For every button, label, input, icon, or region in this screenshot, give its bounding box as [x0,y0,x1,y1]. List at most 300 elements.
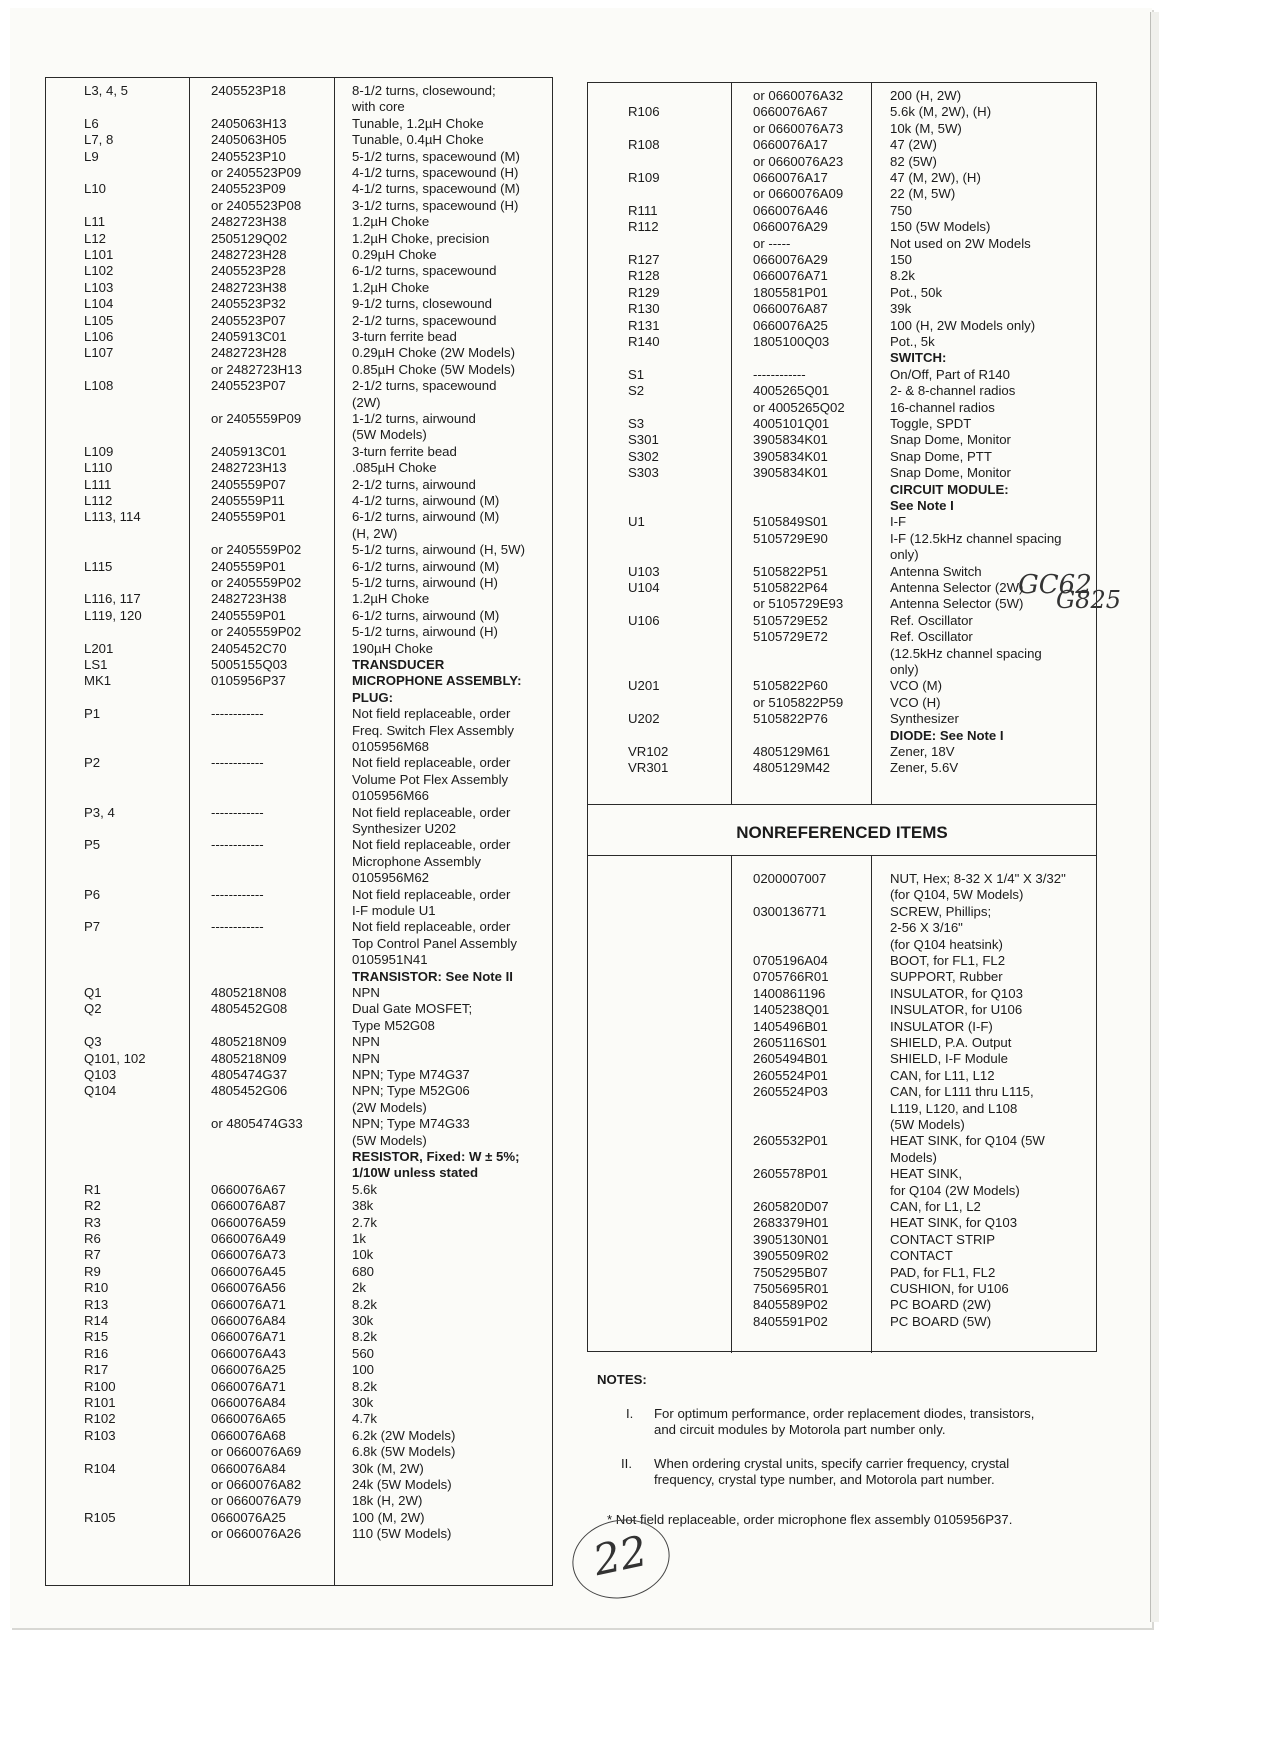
part-description: 3-1/2 turns, spacewound (H) [352,197,519,213]
part-description: 3-turn ferrite bead [352,329,457,344]
part-number: 4805218N09 [211,1034,287,1050]
part-number: 7505295B07 [753,1264,828,1280]
part-number: 2405523P28 [211,263,286,279]
ref-designator: R105 [84,1509,116,1525]
part-number: 0660076A71 [211,1378,286,1394]
part-number: 5105822P51 [753,563,828,579]
part-description: 0105956M68 [352,739,429,754]
parts-table-right [587,82,1097,1352]
part-number: 2482723H38 [211,214,287,230]
manual-page [10,8,1152,1628]
part-description: (for Q104 heatsink) [890,936,1003,952]
part-description: NUT, Hex; 8-32 X 1/4" X 3/32" [890,871,1066,886]
ref-designator: R104 [84,1460,116,1476]
ref-designator: VR102 [628,744,669,759]
part-description: 2-1/2 turns, spacewound [352,312,497,328]
part-description: Pot., 50k [890,284,943,300]
part-number: 0660076A87 [753,301,828,317]
part-description: Snap Dome, Monitor [890,465,1011,481]
ref-designator: L7, 8 [84,132,114,148]
part-description: 0105951N41 [352,952,428,968]
part-description: NPN [352,1050,380,1066]
part-description: only) [890,662,919,677]
part-description: CAN, for L1, L2 [890,1199,981,1214]
ref-designator: R111 [628,202,658,218]
part-description: 18k (H, 2W) [352,1493,423,1509]
part-number: 0660076A84 [211,1313,286,1328]
part-number: 0660076A67 [753,104,828,120]
part-number: 0660076A29 [753,252,828,267]
part-number: 0660076A17 [753,137,828,153]
ref-designator: R100 [84,1378,116,1394]
part-description: Synthesizer [890,711,959,727]
part-description: 2-56 X 3/16" [890,920,963,936]
ref-designator: R127 [628,252,660,267]
ref-designator: L109 [84,443,114,459]
part-number: 0660076A87 [211,1198,286,1214]
part-number: 2405913C01 [211,443,287,459]
ref-designator: Q104 [84,1083,117,1099]
part-description: Pot., 5k [890,334,935,349]
part-number: 5105822P76 [753,711,828,727]
part-description: (5W Models) [890,1117,965,1132]
ref-designator: R130 [628,301,660,317]
parts-table-left [45,77,553,1586]
ref-designator: Q101, 102 [84,1050,146,1066]
ref-designator: R109 [628,170,660,185]
part-number: or 0660076A23 [753,153,844,169]
ref-designator: L112 [84,493,113,508]
part-description: Snap Dome, Monitor [890,432,1011,448]
part-description: 16-channel radios [890,399,995,415]
part-description: Antenna Selector (5W) [890,596,1024,612]
part-description: 24k (5W Models) [352,1477,452,1492]
part-number: 5005155Q03 [211,657,288,672]
part-description: 1.2µH Choke, precision [352,230,490,246]
part-description: MICROPHONE ASSEMBLY: [352,673,522,689]
part-number: 2405523P07 [211,312,286,328]
nonreferenced-items-heading: NONREFERENCED ITEMS [736,823,948,842]
part-description: Snap Dome, PTT [890,448,992,464]
part-number: 0660076A25 [753,317,828,333]
part-description: 8.2k [352,1378,377,1394]
part-number: 2405523P32 [211,296,286,312]
part-description: Freq. Switch Flex Assembly [352,722,514,738]
part-description: Volume Pot Flex Assembly [352,771,509,787]
column-divider [871,83,872,804]
part-description: 0105956M62 [352,870,429,886]
part-description: (2W Models) [352,1099,427,1115]
ref-designator: L116, 117 [84,591,141,607]
part-number: 4805452G06 [211,1083,288,1099]
part-description: .085µH Choke [352,460,437,476]
part-description: Type M52G08 [352,1017,435,1033]
part-number: 2405452C70 [211,640,287,656]
part-description: 39k [890,301,912,317]
part-number: 0660076A84 [211,1460,286,1476]
part-description: Not field replaceable, order [352,886,511,902]
section-divider [588,855,1096,856]
part-description: Microphone Assembly [352,853,482,869]
part-number: 2405559P01 [211,607,286,623]
part-description: 47 (M, 2W), (H) [890,170,981,185]
ref-designator: S303 [628,465,659,481]
part-description: 6.2k (2W Models) [352,1427,456,1443]
handwritten-note: G825 [1056,586,1121,614]
ref-designator: L3, 4, 5 [84,83,128,98]
part-number: 0660076A25 [211,1509,286,1525]
part-description: PC BOARD (2W) [890,1297,992,1313]
part-number: 2405523P09 [211,181,286,197]
ref-designator: U103 [628,563,660,579]
part-number: ------------ [211,837,264,853]
part-number: 5105729E52 [753,612,828,628]
ref-designator: R101 [84,1395,116,1410]
part-description: Top Control Panel Assembly [352,935,517,951]
part-number: 0660076A43 [211,1345,286,1361]
ref-designator: R3 [84,1214,101,1230]
part-number: or 0660076A69 [211,1444,302,1460]
ref-designator: Q1 [84,985,102,1000]
part-description: 47 (2W) [890,137,937,153]
part-description: DIODE: See Note I [890,727,1004,743]
part-number: 5105822P64 [753,580,828,595]
part-description: HEAT SINK, for Q103 [890,1215,1018,1231]
part-description: TRANSDUCER [352,657,445,672]
part-description: 4-1/2 turns, spacewound (M) [352,181,520,197]
part-number: 2482723H38 [211,279,287,295]
part-description: SWITCH: [890,350,947,366]
part-number: 0660076A71 [211,1329,286,1345]
part-number: or 4005265Q02 [753,399,845,415]
part-description: On/Off, Part of R140 [890,366,1010,382]
note-text: and circuit modules by Motorola part number only. [654,1422,946,1437]
part-description: I-F (12.5kHz channel spacing [890,530,1062,546]
part-description: CAN, for L111 thru L115, [890,1084,1034,1100]
ref-designator: Q103 [84,1067,117,1082]
part-number: 2605532P01 [753,1133,828,1149]
part-description: 38k [352,1198,374,1214]
part-number: 0660076A45 [211,1263,286,1279]
part-description: 8.2k [352,1329,377,1345]
part-description: L119, L120, and L108 [890,1100,1018,1116]
part-number: 2482723H28 [211,345,287,361]
part-description: 5.6k (M, 2W), (H) [890,104,992,120]
part-number: 0660076A46 [753,202,828,218]
part-number: 2405523P10 [211,148,286,164]
part-number: 0660076A17 [753,170,828,185]
part-description: 100 (M, 2W) [352,1509,425,1525]
ref-designator: L107 [84,345,114,361]
ref-designator: L6 [84,115,99,131]
ref-designator: U104 [628,580,660,595]
part-number: 2605116S01 [753,1035,827,1050]
part-number: 2683379H01 [753,1215,829,1231]
part-description: 680 [352,1263,375,1279]
ref-designator: S301 [628,432,659,448]
part-description: Zener, 5.6V [890,760,959,776]
part-description: (5W Models) [352,427,427,443]
part-number: 7505695R01 [753,1281,829,1296]
part-number: 4805218N09 [211,1050,287,1066]
part-description: SHIELD, P.A. Output [890,1035,1012,1050]
part-description: HEAT SINK, for Q104 (5W [890,1133,1045,1149]
part-number: 1405238Q01 [753,1002,830,1018]
part-number: or 0660076A26 [211,1526,302,1542]
part-description: 5-1/2 turns, airwound (H, 5W) [352,542,525,558]
part-number: 4005265Q01 [753,383,830,399]
part-description: Zener, 18V [890,744,955,759]
part-number: ------------ [211,804,264,820]
part-number: 0705196A04 [753,953,828,968]
part-description: Not field replaceable, order [352,755,511,771]
part-number: or 5105729E93 [753,596,844,612]
part-number: 0660076A49 [211,1231,286,1246]
part-description: SCREW, Phillips; [890,903,992,919]
part-number: 2482723H38 [211,591,287,607]
part-description: 8.2k [352,1296,377,1312]
part-description: 0.85µH Choke (5W Models) [352,361,515,377]
part-description: SHIELD, I-F Module [890,1051,1008,1067]
part-number: 2605524P01 [753,1067,828,1083]
part-number: 2405559P07 [211,476,286,492]
part-number: 0105956P37 [211,673,286,689]
part-number: 3905834K01 [753,465,828,481]
ref-designator: R17 [84,1362,109,1378]
part-description: Not field replaceable, order [352,837,511,853]
part-number: 1805581P01 [753,284,828,300]
part-description: 6-1/2 turns, airwound (M) [352,509,500,525]
part-description: 560 [352,1345,375,1361]
part-description: 4.7k [352,1411,377,1427]
part-description: NPN; Type M52G06 [352,1083,470,1099]
part-description: only) [890,547,919,563]
part-description: 6.8k (5W Models) [352,1444,456,1460]
part-number: 0660076A29 [753,219,828,235]
part-number: 4805218N08 [211,985,287,1000]
ref-designator: L108 [84,378,114,394]
ref-designator: R129 [628,284,660,300]
part-description: I-F module U1 [352,903,436,918]
ref-designator: R140 [628,334,660,349]
ref-designator: U106 [628,612,660,628]
ref-designator: R10 [84,1280,109,1296]
part-number: 1400861196 [753,985,826,1001]
part-number: 2505129Q02 [211,230,288,246]
ref-designator: S2 [628,383,645,399]
part-description: BOOT, for FL1, FL2 [890,953,1006,968]
part-number: or 0660076A32 [753,88,844,103]
part-description: Antenna Switch [890,563,982,579]
handwritten-note: GC62 [1018,570,1092,600]
part-number: 2405063H13 [211,115,287,131]
part-number: 3905130N01 [753,1231,829,1247]
part-description: 5-1/2 turns, airwound (H) [352,624,498,640]
column-divider [871,855,872,1353]
part-description: 150 [890,252,913,267]
part-description: Tunable, 1.2µH Choke [352,115,484,131]
ref-designator: P5 [84,837,101,853]
part-number: 0660076A71 [753,268,828,284]
part-number: or 0660076A09 [753,186,844,202]
part-description: 4-1/2 turns, spacewound (H) [352,165,519,180]
part-description: RESISTOR, Fixed: W ± 5%; [352,1149,520,1164]
part-number: 0660076A59 [211,1214,286,1230]
part-description: (H, 2W) [352,525,398,541]
column-divider [731,83,732,804]
part-number: 8405589P02 [753,1297,828,1313]
part-number: or 0660076A82 [211,1477,302,1492]
part-description: 2-1/2 turns, spacewound [352,378,497,394]
part-number: 2405913C01 [211,329,287,344]
ref-designator: L103 [84,279,114,295]
note-text: For optimum performance, order replacement diodes, transistors, [654,1406,1035,1421]
part-number: 0705766R01 [753,969,829,985]
part-description: 2k [352,1280,366,1296]
part-description: 2.7k [352,1214,377,1230]
part-description: Not field replaceable, order [352,919,511,935]
part-description: See Note I [890,498,954,513]
part-description: NPN; Type M74G37 [352,1067,470,1082]
part-description: 100 [352,1362,375,1378]
part-description: HEAT SINK, [890,1166,963,1182]
part-description: TRANSISTOR: See Note II [352,968,513,984]
part-description: 2- & 8-channel radios [890,383,1016,399]
ref-designator: R13 [84,1296,109,1312]
part-description: 0105956M66 [352,788,429,804]
part-number: 2482723H13 [211,460,287,476]
ref-designator: P2 [84,755,101,771]
ref-designator: S1 [628,366,645,382]
note-number: I. [626,1406,634,1421]
part-description: INSULATOR, for Q103 [890,985,1023,1001]
part-description: CUSHION, for U106 [890,1281,1009,1296]
ref-designator: U201 [628,678,660,694]
part-description: 82 (5W) [890,153,937,169]
note-text: frequency, crystal type number, and Motorola part number. [654,1472,995,1487]
column-divider [334,78,335,1585]
ref-designator: L113, 114 [84,509,141,525]
part-description: 10k (M, 5W) [890,120,962,136]
ref-designator: R128 [628,268,660,284]
part-number: 2605494B01 [753,1051,828,1067]
part-description: 190µH Choke [352,640,433,656]
ref-designator: R108 [628,137,660,153]
ref-designator: L101 [84,247,114,262]
part-number: 0660076A56 [211,1280,286,1296]
part-description: VCO (M) [890,678,943,694]
part-description: Not used on 2W Models [890,235,1031,251]
column-divider [189,78,190,1585]
ref-designator: S302 [628,448,659,464]
part-description: CAN, for L11, L12 [890,1067,995,1083]
part-number: 5105822P60 [753,678,828,694]
part-description: 2-1/2 turns, airwound [352,476,476,492]
part-description: 1.2µH Choke [352,279,430,295]
part-description: (5W Models) [352,1132,427,1148]
part-number: 4005101Q01 [753,416,830,431]
part-description: 8-1/2 turns, closewound; [352,83,496,98]
part-number: or 0660076A79 [211,1493,302,1509]
ref-designator: Q3 [84,1034,102,1050]
part-description: 22 (M, 5W) [890,186,956,202]
part-description: 1/10W unless stated [352,1165,479,1181]
part-number: or 2405559P02 [211,542,302,558]
part-number: 4805452G08 [211,1001,288,1017]
ref-designator: R16 [84,1345,109,1361]
part-description: Toggle, SPDT [890,416,972,431]
part-number: or 5105822P59 [753,694,844,710]
part-description: PC BOARD (5W) [890,1313,992,1329]
part-description: 10k [352,1247,374,1263]
part-number: 3905834K01 [753,448,828,464]
part-number: 3905834K01 [753,432,828,448]
part-description: 0.29µH Choke [352,247,437,262]
section-divider [588,804,1096,805]
part-description: Synthesizer U202 [352,821,457,836]
part-description: (12.5kHz channel spacing [890,645,1042,661]
part-description: SUPPORT, Rubber [890,969,1003,985]
part-number: 2405559P01 [211,509,286,525]
ref-designator: L115 [84,558,113,574]
part-description: 5-1/2 turns, spacewound (M) [352,148,520,164]
part-description: Antenna Selector (2W) [890,580,1024,595]
handwritten-page-number [565,1511,677,1608]
ref-designator: R14 [84,1313,109,1328]
part-description: 5-1/2 turns, airwound (H) [352,575,498,590]
part-number: 2405523P18 [211,83,286,98]
notes-heading: NOTES: [597,1372,647,1387]
part-number: 2405523P07 [211,378,286,394]
part-description: NPN [352,985,380,1000]
ref-designator: MK1 [84,673,112,689]
part-description: 8.2k [890,268,915,284]
ref-designator: P6 [84,886,101,902]
ref-designator: U1 [628,514,645,530]
part-description: for Q104 (2W Models) [890,1182,1020,1198]
ref-designator: R2 [84,1198,101,1214]
part-description: Ref. Oscillator [890,612,973,628]
part-description: CIRCUIT MODULE: [890,481,1009,497]
ref-designator: Q2 [84,1001,102,1017]
part-description: VCO (H) [890,694,941,710]
part-number: 3905509R02 [753,1248,829,1264]
part-number: 0200007007 [753,871,827,886]
part-description: INSULATOR (I-F) [890,1018,993,1034]
part-number: 8405591P02 [753,1313,828,1329]
ref-designator: L106 [84,329,114,344]
part-description: PLUG: [352,689,394,705]
part-number: 5105729E72 [753,629,828,645]
part-number: 4805129M61 [753,744,830,759]
note-number: II. [621,1456,632,1471]
ref-designator: R102 [84,1411,116,1427]
ref-designator: L12 [84,230,107,246]
part-number: or ----- [753,235,791,251]
ref-designator: L111 [84,476,112,492]
part-number: 0660076A67 [211,1181,286,1197]
part-number: or 0660076A73 [753,120,844,136]
part-description: PAD, for FL1, FL2 [890,1264,996,1280]
ref-designator: L104 [84,296,114,312]
part-description: 150 (5W Models) [890,219,991,235]
part-description: Ref. Oscillator [890,629,973,645]
part-description: CONTACT [890,1248,953,1264]
part-description: 100 (H, 2W Models only) [890,317,1036,333]
part-description: Models) [890,1149,937,1165]
part-number: or 2405559P02 [211,624,302,640]
part-description: 0.29µH Choke (2W Models) [352,345,515,361]
